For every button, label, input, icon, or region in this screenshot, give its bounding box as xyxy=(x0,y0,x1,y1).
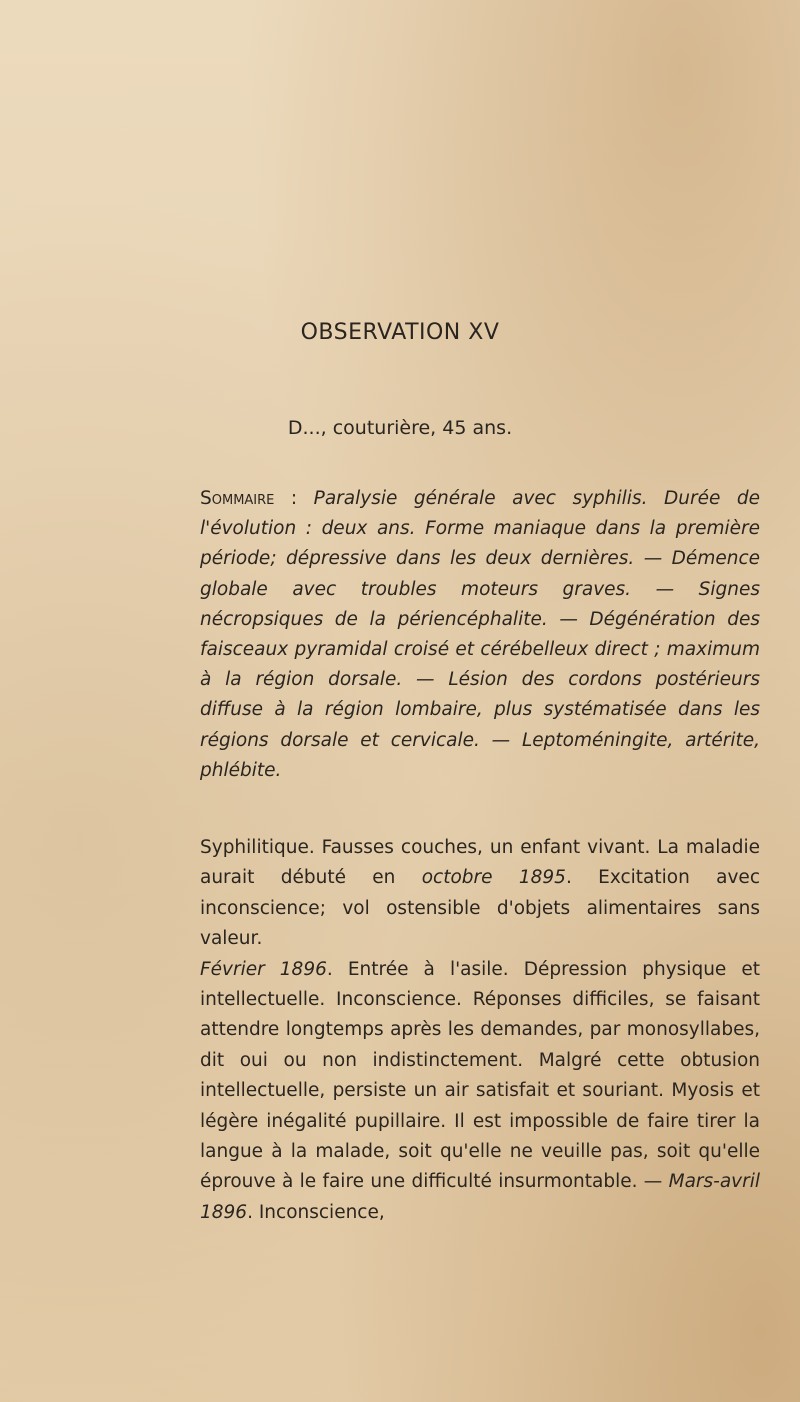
summary-label: Sommaire : xyxy=(200,488,298,509)
patient-subtitle: D..., couturière, 45 ans. xyxy=(287,417,513,439)
paragraph-1-part-a: Syphilitique. Fausses couches, un enfant vivant. La maladie aurait débuté en xyxy=(200,837,760,889)
paragraph-2-part-b: . Inconscience, xyxy=(247,1201,385,1223)
paragraph-2 xyxy=(200,955,760,1229)
paragraph-1-part-b: . Excitation avec inconscience; vol ostensible d'objets alimentaires sans valeur. xyxy=(200,867,760,950)
summary-text: Paralysie générale avec syphilis. Durée de l'évolution : deux ans. Forme maniaque dans la première période; dépressive dans les deux dernières. — Démence globale avec troubles moteurs graves. — Signes nécropsiques de la périencéphalite. — Dégénération des faisceaux pyramidal croisé et cérébelleux direct ; maximum à la région dorsale. — Lésion des cordons postérieurs diffuse à la région lombaire, plus systématisée dans les régions dorsale et cervicale. — Leptoméningite, artérite, phlébite. xyxy=(200,488,760,781)
paragraph-1-date: octobre 1895 xyxy=(421,867,566,889)
paragraph-2-date: Février 1896 xyxy=(200,958,327,980)
paragraph-2-date-2: Mars-avril 1896 xyxy=(200,1171,760,1223)
paragraph-1 xyxy=(200,833,760,955)
case-body xyxy=(200,833,760,1228)
summary-block xyxy=(200,484,760,786)
paragraph-2-part-a: . Entrée à l'asile. Dépression physique et intellectuelle. Inconscience. Réponses difficiles, se faisant attendre longtemps après les demandes, par monosyllabes, dit oui ou non indistinctement. Malgré cette obtusion intellectuelle, persiste un air satisfait et souriant. Myosis et légère inégalité pupillaire. Il est impossible de faire tirer la langue à la malade, soit qu'elle ne veuille pas, soit qu'elle éprouve à le faire une difficulté insurmontable. — xyxy=(200,958,761,1193)
observation-title: OBSERVATION XV xyxy=(300,320,500,345)
